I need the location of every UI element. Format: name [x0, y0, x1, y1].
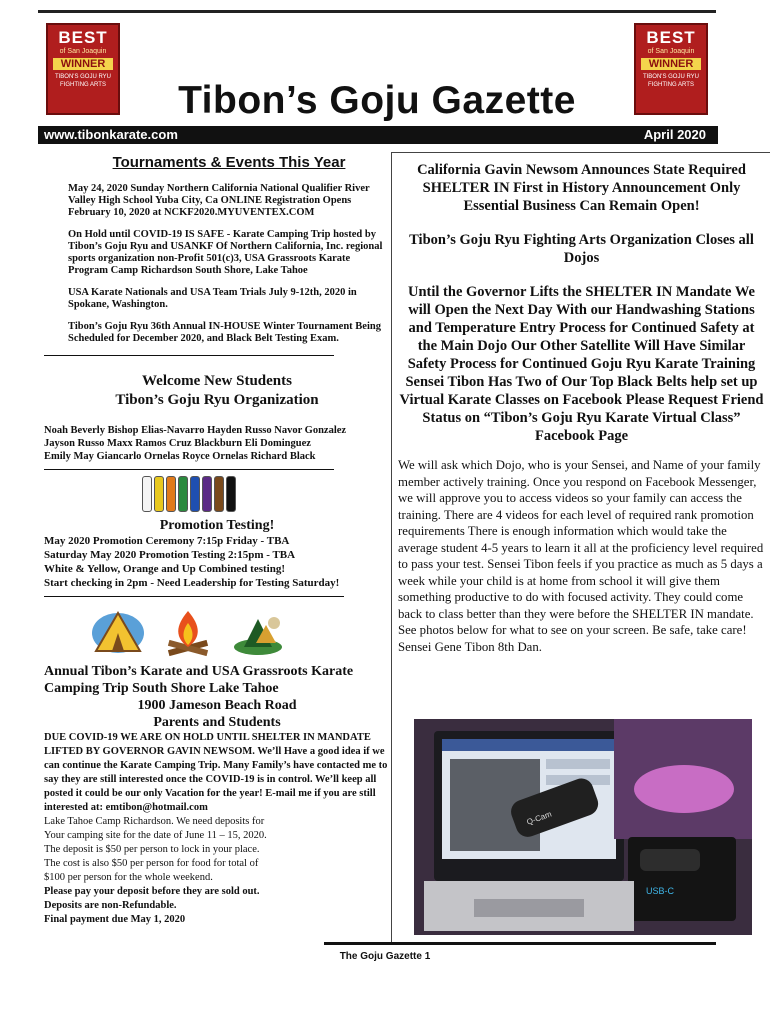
page-footer: The Goju Gazette 1 — [339, 951, 431, 962]
deposit-line: Your camping site for the date of June 11 – 15, 2020. — [44, 830, 267, 841]
virtual-class-body: We will ask which Dojo, who is your Sensei, and Name of your family member actively training. Once you respond on Facebook Messenger, we will approve you to access videos so your family can access the training. There are 4 videos for each level of required rank promotion requirements There is enough information which would take the average student 4-5 years to learn it all at the proficiency level required to pass your test. Sensei Tibon feels if you practice as much as 5 days a week while your child is at home from school it will give them something productive to do with focused activity. They could come back to class better than they were before the SHELTER IN mandate. See photos below for what to see on your screen. Be safe, take care! Sensei Gene Tibon 8th Dan. — [398, 458, 764, 654]
deposit-line: Lake Tahoe Camp Richardson. We need deposits for — [44, 816, 265, 827]
laptop-keyboard — [424, 881, 634, 931]
badge-region: of San Joaquin — [647, 48, 695, 55]
virtual-class-photo — [414, 719, 752, 935]
badge-subtitle: TIBON'S GOJU RYU FIGHTING ARTS — [642, 74, 700, 88]
belt-icon — [226, 476, 236, 512]
promotion-line: Start checking in 2pm - Need Leadership for Testing Saturday! — [44, 577, 340, 589]
deposit-line: $100 per person for the whole weekend. — [44, 872, 213, 883]
belt-icon — [142, 476, 152, 512]
right-column — [391, 152, 770, 943]
camp-deposit-info — [44, 815, 390, 885]
payment-line: Deposits are non-Refundable. — [44, 900, 177, 911]
karate-belts-image — [142, 476, 390, 514]
badge-region: of San Joaquin — [59, 48, 107, 55]
camp-scene-icon — [234, 617, 282, 655]
bottom-rule — [324, 942, 716, 945]
belt-icon — [154, 476, 164, 512]
camping-illustrations — [44, 603, 390, 657]
headline-shelter: California Gavin Newsom Announces State Required SHELTER IN First in History Announcement Only Essential Business Can Remain Open! — [417, 162, 746, 214]
promotion-details — [44, 534, 390, 590]
belt-icon — [166, 476, 176, 512]
belt-icon — [178, 476, 188, 512]
camp-address: 1900 Jameson Beach Road — [137, 698, 297, 713]
payment-line: Please pay your deposit before they are sold out. — [44, 886, 260, 897]
badge-subtitle: TIBON'S GOJU RYU FIGHTING ARTS — [54, 74, 112, 88]
event-item: USA Karate Nationals and USA Team Trials July 9-12th, 2020 in Spokane, Washington. — [68, 287, 357, 310]
newsletter-title: Tibon’s Goju Gazette — [178, 79, 576, 122]
payment-line: Final payment due May 1, 2020 — [44, 914, 186, 925]
badge-best: BEST — [58, 28, 108, 47]
masthead — [38, 10, 716, 132]
headline-dojos-closed: Tibon’s Goju Ryu Fighting Arts Organization Closes all Dojos — [409, 232, 754, 266]
left-column — [44, 150, 390, 927]
badge-best: BEST — [646, 28, 696, 47]
tent-icon — [92, 613, 144, 653]
welcome-line-1: Welcome New Students — [142, 373, 292, 389]
tournaments-title: Tournaments & Events This Year — [112, 154, 346, 171]
campfire-icon — [168, 611, 208, 656]
promotion-line: May 2020 Promotion Ceremony 7:15p Friday - TBA — [44, 535, 290, 547]
dojo-floor-view — [614, 719, 752, 839]
headline-virtual-classes: Until the Governor Lifts the SHELTER IN Mandate We will Open the Next Day With our Handwashing Stations and Temperature Entry Process for Continued Safety at the Main Dojo Our Other Satellite Will Have Similar Safety Process for Continued Goju Ryu Karate Training Sensei Tibon Has Two of Our Top Black Belts help set up Virtual Karate Classes on Facebook Please Request Friend Status on “Tibon’s Goju Ryu Karate Virtual Class” Facebook Page — [399, 284, 764, 444]
event-item: Tibon’s Goju Ryu 36th Annual IN-HOUSE Winter Tournament Being Scheduled for December 2020, and Black Belt Testing Exam. — [68, 321, 381, 344]
camp-covid-notice: DUE COVID-19 WE ARE ON HOLD UNTIL SHELTER IN MANDATE LIFTED BY GOVERNOR GAVIN NEWSOM. We’ll Have a good idea if we can continue the Karate Camping Trip. Many Family’s have contacted me to say they are still interested once the COVID-19 is in control. We’ll keep all posted it could be our only Vacation for the year! E-mail me if you are still interested at: emtibon@hotmail.com — [44, 732, 388, 813]
device-brand: Q-Cam — [525, 809, 553, 827]
divider — [44, 355, 334, 356]
names-row: Noah Beverly Bishop Elias-Navarro Hayden Russo Navor Gonzalez — [44, 425, 347, 436]
issue-date: April 2020 — [643, 127, 706, 142]
divider — [44, 469, 334, 470]
header-bar — [38, 126, 718, 144]
event-item: On Hold until COVID-19 IS SAFE - Karate Camping Trip hosted by Tibon’s Goju Ryu and USANKF Of Northern California, Inc. regional sports organization non-Profit 501(c)3, USA Grassroots Karate Program Camp Richardson South Shore, Lake Tahoe — [68, 229, 383, 276]
device-label: USB-C — [646, 886, 675, 896]
belt-icon — [214, 476, 224, 512]
promotion-line: White & Yellow, Orange and Up Combined testing! — [44, 563, 285, 575]
names-row: Jayson Russo Maxx Ramos Cruz Blackburn Eli Dominguez — [44, 438, 311, 449]
event-item: May 24, 2020 Sunday Northern California National Qualifier River Valley High School Yuba City, Ca ONLINE Registration Opens February 10, 2020 at NCKF2020.MYUVENTEX.COM — [68, 183, 370, 218]
student-names — [44, 424, 390, 463]
promotion-line: Saturday May 2020 Promotion Testing 2:15pm - TBA — [44, 549, 296, 561]
camp-payment-info — [44, 885, 390, 927]
deposit-line: The cost is also $50 per person for food for total of — [44, 858, 259, 869]
belt-icon — [190, 476, 200, 512]
badge-winner: WINNER — [641, 58, 701, 70]
website-link[interactable]: www.tibonkarate.com — [44, 127, 178, 142]
capture-device-box — [628, 837, 736, 921]
deposit-line: The deposit is $50 per person to lock in your place. — [44, 844, 260, 855]
names-row: Emily May Giancarlo Ornelas Royce Ornelas Richard Black — [44, 451, 316, 462]
belt-icon — [202, 476, 212, 512]
badge-winner: WINNER — [53, 58, 113, 70]
welcome-heading — [44, 372, 390, 410]
welcome-line-2: Tibon’s Goju Ryu Organization — [115, 392, 319, 408]
camp-title-line-1: Annual Tibon’s Karate and USA Grassroots Karate — [44, 664, 354, 679]
promotion-title: Promotion Testing! — [159, 518, 275, 533]
camp-title-line-2: Camping Trip South Shore Lake Tahoe — [44, 681, 279, 696]
camping-trip-heading — [44, 663, 390, 731]
camp-audience: Parents and Students — [153, 715, 281, 730]
divider — [44, 596, 344, 597]
